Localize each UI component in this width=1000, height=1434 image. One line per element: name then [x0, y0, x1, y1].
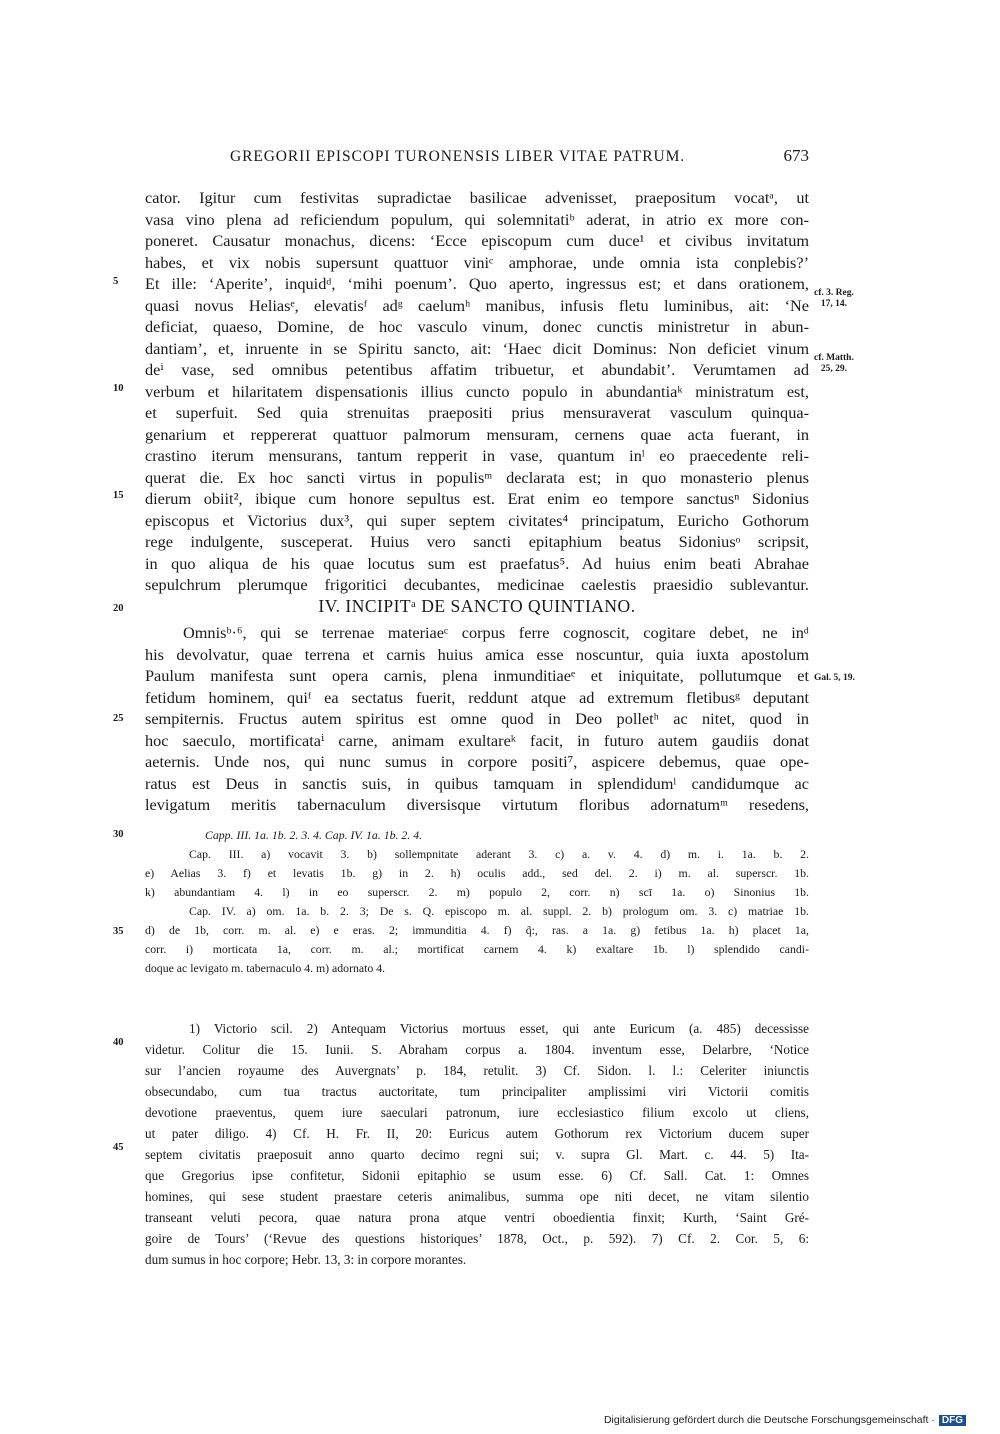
text-line: genarium et reppererat quattuor palmorum mensuram, cernens quae acta fuerant, in: [145, 424, 809, 444]
text-line: levigatum meritis tabernaculum diversisque virtutum floribus adornatumᵐ resedens,: [145, 795, 809, 814]
text-line: ratus est Deus in sanctis suis, in quibus tamquam in splendidumˡ candidumque ac: [145, 773, 809, 793]
footnotes: [145, 1018, 809, 1270]
apparatus-line: Cap. IV. a) om. 1a. b. 2. 3; De s. Q. episcopo m. al. suppl. 2. b) prologum om. 3. c) matriae 1b.: [189, 904, 809, 918]
footnote-line: devotione praeventus, quem iure saeculari patronum, iure ecclesiastico filium excolo ut cliens,: [145, 1105, 809, 1120]
line-number-30: 30: [113, 829, 124, 840]
text-line: Paulum manifesta sunt opera carnis, plena inmunditiaeᵉ et iniquitate, pollutumque et: [145, 666, 809, 685]
apparatus-line: k) abundantiam 4. l) in eo superscr. 2. m) populo 2, corr. n) scī 1a. o) Sinonius 1b.: [145, 885, 809, 899]
text-line: his devolvatur, quae terrena et carnis huius amica esse noscuntur, quia iuxta apostolum: [145, 644, 809, 664]
margin-reference: Gal. 5, 19.: [814, 673, 855, 683]
text-line: habes, et vix nobis supersunt quattuor viniᶜ amphorae, unde omnia ista conplebis?’: [145, 252, 809, 272]
margin-reference: cf. 3. Reg. 17, 14.: [814, 288, 854, 309]
apparatus-line: Capp. III. 1a. 1b. 2. 3. 4. Cap. IV. 1a. 1b. 2. 4.: [205, 828, 423, 842]
footnote-line: dum sumus in hoc corpore; Hebr. 13, 3: in corpore morantes.: [145, 1252, 467, 1267]
margin-reference: cf. Matth. 25, 29.: [814, 353, 854, 374]
credit-text: Digitalisierung gefördert durch die Deutsche Forschungsgemeinschaft ·: [603, 1414, 935, 1426]
text-line: dantiam’, et, inruente in se Spiritu sancto, ait: ‘Haec dicit Dominus: Non deficiet vinum: [145, 338, 809, 358]
line-number-45: 45: [113, 1142, 124, 1153]
text-line: dierum obiit², ibique cum honore sepultus est. Erat enim eo tempore sanctusⁿ Sidonius: [145, 489, 809, 508]
footnote-line: 1) Victorio scil. 2) Antequam Victorius mortuus esset, qui ante Euricum (a. 485) decessisse: [189, 1021, 809, 1036]
running-head: GREGORII EPISCOPI TURONENSIS LIBER VITAE PATRUM.: [230, 148, 686, 165]
dfg-logo: DFG: [939, 1415, 966, 1426]
line-number-25: 25: [113, 713, 124, 724]
line-number-20: 20: [113, 603, 124, 614]
line-number-10: 10: [113, 383, 124, 394]
text-line: in quo aliqua de his quae locutus sum est praefatus⁵. Ad huius enim beati Abrahae: [145, 553, 809, 573]
apparatus-line: d) de 1b, corr. m. al. e) e eras. 2; immunditia 4. f) q̃:, ras. a 1a. g) fetibus 1a. h) placet 1a,: [145, 923, 809, 937]
footnote-line: sur l’ancien royaume des Auvergnats’ p. 184, retulit. 3) Cf. Sidon. l. l.: Celeriter iniunctis: [145, 1063, 809, 1078]
text-line: crastino iterum mensurans, tantum repperit in vase, quantum inˡ eo praecedente reli-: [145, 446, 809, 465]
text-line: hoc saeculo, mortificataⁱ carne, animam exultareᵏ facit, in futuro autem gaudiis donat: [145, 730, 809, 750]
text-line: rege indulgente, susceperat. Huius vero sancti epitaphium beatus Sidoniusᵒ scripsit,: [145, 532, 809, 551]
page-header: [145, 146, 809, 172]
apparatus-line: Cap. III. a) vocavit 3. b) sollempnitate aderant 3. c) a. v. 4. d) m. i. 1a. b. 2.: [189, 847, 809, 861]
footnote-line: transeant veluti pecora, quae natura prona atque ventri oboedientia finxit; Kurth, ‘Saint Gré-: [145, 1210, 809, 1225]
text-line: aeternis. Unde nos, qui nunc sumus in corpore positi⁷, aspicere debemus, quae ope-: [145, 752, 809, 771]
footnote-line: que Gregorius ipse confitetur, Sidonii epitaphio se usum esse. 6) Cf. Sall. Cat. 1: Omnes: [145, 1168, 809, 1183]
line-number-15: 15: [113, 490, 124, 501]
text-line: deⁱ vase, sed omnibus petentibus affatim tribuetur, et abundabit’. Verumtamen ad: [145, 360, 809, 379]
footnote-line: obsecundabo, cum tua tractus auctoritate, tum principaliter amplissimi viri Victorii comitis: [145, 1084, 809, 1099]
section-heading: IV. INCIPITᵃ DE SANCTO QUINTIANO.: [318, 596, 636, 616]
section-text: [145, 622, 809, 816]
text-line: quasi novus Heliasᵉ, elevatisᶠ adᵍ caelumʰ manibus, infusis fletu luminibus, ait: ‘Ne: [145, 295, 809, 315]
text-line: Omnisᵇ·⁶, qui se terrenae materiaeᶜ corpus ferre cognoscit, cogitare debet, ne inᵈ: [183, 623, 809, 642]
text-line: vasa vino plena ad reficiendum populum, qui solemnitatiᵇ aderat, in atrio ex more con-: [145, 209, 809, 229]
text-line: cator. Igitur cum festivitas supradictae basilicae advenisset, praepositum vocatᵃ, ut: [145, 188, 809, 207]
main-text: [145, 187, 809, 596]
footnote-line: septem civitatis praeposuit anno quarto decimo regni sui; v. supra Gl. Mart. c. 44. 5) Ita-: [145, 1147, 809, 1162]
text-line: fetidum hominem, quiᶠ ea sectatus fuerit, reddunt atque ad extremum fletibusᵍ deputant: [145, 687, 809, 707]
line-number-40: 40: [113, 1037, 124, 1048]
footnote-line: goire de Tours’ (‘Revue des questions historiques’ 1878, Oct., p. 592). 7) Cf. 2. Cor. 5, 6:: [145, 1231, 809, 1246]
text-line: verbum et hilaritatem dispensationis illius cuncto populo in abundantiaᵏ ministratum est,: [145, 381, 809, 401]
digitization-credit: [604, 1414, 966, 1426]
footnote-line: videtur. Colitur die 15. Iunii. S. Abraham corpus a. 1804. inventum esse, Delarbre, ‘Notice: [145, 1042, 809, 1057]
text-line: querat die. Ex hoc sancti virtus in populisᵐ declarata est; in quo monasterio plenus: [145, 467, 809, 487]
apparatus-line: corr. i) morticata 1a, corr. m. al.; mortificat carnem 4. k) exaltare 1b. l) splendido candi-: [145, 942, 809, 956]
page-number: 673: [783, 146, 809, 165]
text-line: et superfuit. Sed quia strenuitas praepositi prius mensuraverat vasculum quinqua-: [145, 403, 809, 422]
line-number-5: 5: [113, 276, 119, 287]
text-line: sepulchrum plerumque frigoritici decubantes, medicinae caelestis praesidio sublevantur.: [145, 575, 809, 594]
text-line: sempiternis. Fructus autem spiritus est omne quod in Deo polletʰ ac nitet, quod in: [145, 709, 809, 728]
apparatus-line: e) Aelias 3. f) et levatis 1b. g) in 2. h) oculis add., sed del. 2. i) m. al. superscr. 1b.: [145, 866, 809, 880]
text-line: episcopus et Victorius dux³, qui super septem civitates⁴ principatum, Euricho Gothorum: [145, 510, 809, 530]
text-line: poneret. Causatur monachus, dicens: ‘Ecce episcopum cum duce¹ et civibus invitatum: [145, 231, 809, 250]
text-line: Et ille: ‘Aperite’, inquidᵈ, ‘mihi poenum’. Quo aperto, ingressus est; et dans orationem,: [145, 274, 809, 293]
critical-apparatus: [145, 826, 809, 978]
apparatus-line: doque ac levigato m. tabernaculo 4. m) adornato 4.: [145, 961, 386, 975]
text-line: deficiat, quaeso, Domine, de hoc vasculo vinum, donec cunctis ministretur in abun-: [145, 317, 809, 336]
line-number-35: 35: [113, 926, 124, 937]
footnote-line: ut pater diligo. 4) Cf. H. Fr. II, 20: Euricus autem Gothorum rex Victorium ducem super: [145, 1126, 809, 1141]
footnote-line: homines, qui sese student praestare ceteris animalibus, summa ope niti decet, ne vitam silentio: [145, 1189, 809, 1204]
